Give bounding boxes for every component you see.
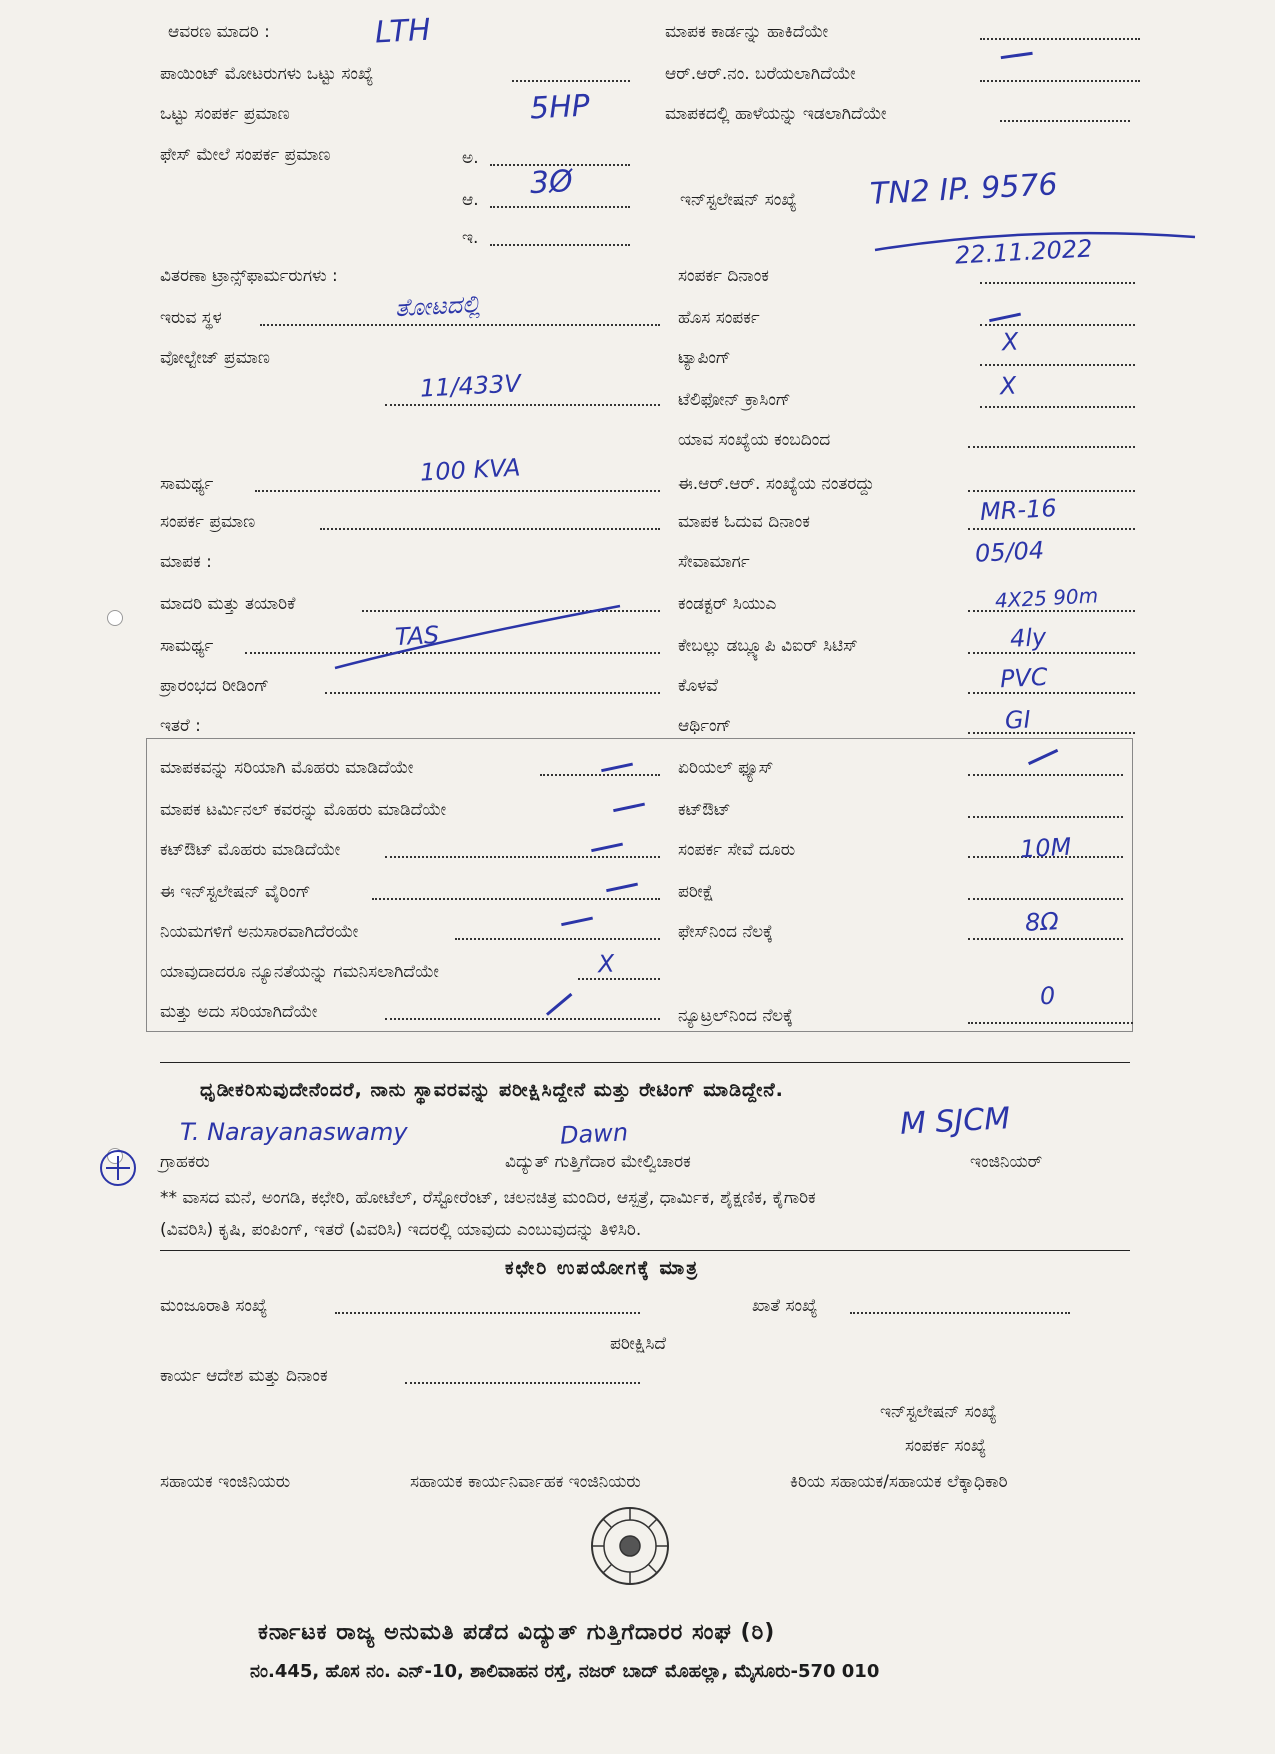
label-rectified: ಮತ್ತು ಅದು ಸರಿಯಾಗಿದೆಯೇ xyxy=(160,1002,318,1022)
label-work-order: ಕಾರ್ಯ ಆದೇಶ ಮತ್ತು ದಿನಾಂಕ xyxy=(160,1366,328,1386)
rule-office xyxy=(160,1250,1130,1251)
footer-address: ನಂ.445, ಹೊಸ ನಂ. ಎನ್-10, ಶಾಲಿವಾಹನ ರಸ್ತೆ, ನಜರ್ ಬಾದ್ ಮೊಹಲ್ಲಾ, ಮೈಸೂರು-570 010 xyxy=(250,1661,880,1682)
label-customer: ಗ್ರಾಹಕರು xyxy=(160,1152,210,1172)
label-phase-earth: ಫೇಸ್‌ನಿಂದ ನೆಲಕ್ಕೆ xyxy=(678,922,773,942)
label-capacity: ಸಾಮರ್ಥ್ಯ xyxy=(160,474,214,494)
tick-new-connection xyxy=(987,303,1021,322)
hw-tapping-mark: X xyxy=(1001,327,1020,357)
label-cutout: ಕಟ್‌ಔಟ್ xyxy=(678,800,731,820)
punch-hole-top xyxy=(107,610,123,626)
label-service-distance: ಸಂಪರ್ಕ ಸೇವೆ ದೂರು xyxy=(678,840,796,860)
label-voltage: ವೋಲ್ಟೇಜ್ ಪ್ರಮಾಣ xyxy=(160,348,270,368)
label-defects: ಯಾವುದಾದರೂ ನ್ಯೂನತೆಯನ್ನು ಗಮನಿಸಲಾಗಿದೆಯೇ xyxy=(160,962,439,982)
label-others: ಇತರೆ : xyxy=(160,716,201,736)
hw-cable: 4ly xyxy=(1009,623,1047,653)
hw-capacity: 100 KVA xyxy=(419,453,522,487)
hw-service-line: 05/04 xyxy=(974,536,1045,568)
label-neutral-earth: ನ್ಯೂಟ್ರಲ್‌ನಿಂದ ನೆಲಕ್ಕೆ xyxy=(678,1006,793,1026)
label-aerial-fuse: ಏರಿಯಲ್ ಫ್ಯೂಸ್ xyxy=(678,758,774,778)
label-terminal-sealed: ಮಾಪಕ ಟರ್ಮಿನಲ್ ಕವರನ್ನು ಮೊಹರು ಮಾಡಿದೆಯೇ xyxy=(160,800,447,820)
hw-engineer-signature: M SJCM xyxy=(899,1101,1011,1142)
hw-premises: LTH xyxy=(374,12,432,51)
label-make-model: ಮಾದರಿ ಮತ್ತು ತಯಾರಿಕೆ xyxy=(160,594,296,614)
label-phase-b: ಆ. xyxy=(462,190,479,210)
label-meter-capacity: ಸಾಮರ್ಥ್ಯ xyxy=(160,636,214,656)
label-connection-date: ಸಂಪರ್ಕ ದಿನಾಂಕ xyxy=(678,266,769,286)
label-engineer: ಇಂಜಿನಿಯರ್ xyxy=(970,1152,1043,1172)
label-office-connection-no: ಸಂಪರ್ಕ ಸಂಖ್ಯೆ xyxy=(905,1436,987,1456)
label-cutout-sealed: ಕಟ್‌ಔಟ್ ಮೊಹರು ಮಾಡಿದೆಯೇ xyxy=(160,840,341,860)
hw-earthing: GI xyxy=(1004,705,1032,735)
footer-org-name: ಕರ್ನಾಟಕ ರಾಜ್ಯ ಅನುಮತಿ ಪಡೆದ ವಿದ್ಯುತ್ ಗುತ್ತಿಗೆದಾರರ ಸಂಘ (ರಿ) xyxy=(258,1620,776,1645)
hw-total-load: 5HP xyxy=(529,88,591,127)
circle-mark-icon xyxy=(96,1146,140,1190)
label-total-load: ಒಟ್ಟು ಸಂಪರ್ಕ ಪ್ರಮಾಣ xyxy=(160,104,290,124)
hw-phase-b: 3Ø xyxy=(529,163,574,202)
label-after-err: ಈ.ಆರ್.ಆರ್. ಸಂಖ್ಯೆಯ ನಂತರದ್ದು xyxy=(678,474,875,494)
label-service-line: ಸೇವಾಮಾರ್ಗ xyxy=(678,552,750,572)
label-ae: ಸಹಾಯಕ ಇಂಜಿನಿಯರು xyxy=(160,1472,291,1492)
label-cable: ಕೇಬಲ್ಲು ಡಬ್ಲ್ಯೂಪಿ ವಿಐರ್ ಸಿಟಿಸ್ xyxy=(678,636,858,656)
label-checked: ಪರೀಕ್ಷಿಸಿದೆ xyxy=(610,1334,667,1354)
hw-customer-signature: T. Narayanaswamy xyxy=(180,1118,408,1146)
hw-pipe: PVC xyxy=(999,662,1049,694)
label-premises-type: ಆವರಣ ಮಾದರಿ : xyxy=(168,22,270,42)
hw-location: ತೋಟದಲ್ಲಿ xyxy=(394,289,481,323)
label-point-motors: ಪಾಯಿಂಟ್ ಮೋಟರುಗಳು ಒಟ್ಟು ಸಂಖ್ಯೆ xyxy=(160,64,374,84)
label-as-per-rules: ನಿಯಮಗಳಿಗೆ ಅನುಸಾರವಾಗಿದೆರಯೇ xyxy=(160,922,359,942)
label-aee: ಸಹಾಯಕ ಕಾರ್ಯನಿರ್ವಾಹಕ ಇಂಜಿನಿಯರು xyxy=(410,1472,641,1492)
label-connection-load: ಸಂಪರ್ಕ ಪ್ರಮಾಣ xyxy=(160,512,256,532)
label-phase-load: ಫೇಸ್ ಮೇಲೆ ಸಂಪರ್ಕ ಪ್ರಮಾಣ xyxy=(160,145,331,165)
hw-telephone-mark: X xyxy=(999,371,1018,401)
hw-meter-stroke xyxy=(330,598,630,678)
label-tapping: ಟ್ಯಾಪಿಂಗ್ xyxy=(678,348,731,368)
note-line-1: ** ವಾಸದ ಮನೆ, ಅಂಗಡಿ, ಕಛೇರಿ, ಹೋಟೆಲ್, ರೆಸ್ಟೋರೆಂಟ್, ಚಲನಚಿತ್ರ ಮಂದಿರ, ಆಸ್ಪತ್ರೆ, ಧಾರ್ಮಿಕ, ಶೈಕ್ಷಣಿಕ, ಕೈಗಾರಿಕ xyxy=(160,1188,816,1208)
hw-phase-earth: 8Ω xyxy=(1024,907,1060,937)
label-installation-no: ಇನ್‌ಸ್ಟಲೇಷನ್ ಸಂಖ್ಯೆ xyxy=(680,190,797,210)
label-test: ಪರೀಕ್ಷೆ xyxy=(678,882,714,902)
hw-installation-no: TN2 IP. 9576 xyxy=(869,167,1059,212)
tick-meter-card xyxy=(999,42,1032,59)
label-meter-card: ಮಾಪಕ ಕಾರ್ಡನ್ನು ಹಾಕಿದೆಯೇ xyxy=(665,22,829,42)
hw-service-distance: 10M xyxy=(1019,832,1072,864)
note-line-2: (ವಿವರಿಸಿ) ಕೃಷಿ, ಪಂಪಿಂಗ್, ಇತರೆ (ವಿವರಿಸಿ) ಇದರಲ್ಲಿ ಯಾವುದು ಎಂಬುವುದನ್ನು ತಿಳಿಸಿರಿ. xyxy=(160,1220,642,1240)
hw-contractor-signature: Dawn xyxy=(559,1118,629,1150)
label-meter-sealed: ಮಾಪಕವನ್ನು ಸರಿಯಾಗಿ ಮೊಹರು ಮಾಡಿದೆಯೇ xyxy=(160,758,414,778)
label-phase-c: ಇ. xyxy=(462,228,479,248)
label-rr-number: ಆರ್.ಆರ್.ನಂ. ಬರೆಯಲಾಗಿದೆಯೇ xyxy=(665,64,856,84)
label-meter: ಮಾಪಕ : xyxy=(160,552,212,572)
association-logo xyxy=(575,1502,685,1592)
label-pipe: ಕೊಳವೆ xyxy=(678,676,719,696)
label-meter-sheet: ಮಾಪಕದಲ್ಲಿ ಹಾಳೆಯನ್ನು ಇಡಲಾಗಿದೆಯೇ xyxy=(665,104,887,124)
label-sanction-no: ಮಂಜೂರಾತಿ ಸಂಖ್ಯೆ xyxy=(160,1296,268,1316)
label-conductor: ಕಂಡಕ್ಟರ್ ಸಿಯುಎ xyxy=(678,594,777,614)
hw-defect-mark: X xyxy=(597,949,616,979)
label-meter-reading-date: ಮಾಪಕ ಓದುವ ದಿನಾಂಕ xyxy=(678,512,810,532)
office-title: ಕಛೇರಿ ಉಪಯೋಗಕ್ಕೆ ಮಾತ್ರ xyxy=(505,1257,700,1279)
label-aao: ಕಿರಿಯ ಸಹಾಯಕ/ಸಹಾಯಕ ಲೆಕ್ಕಾಧಿಕಾರಿ xyxy=(790,1472,1008,1492)
hw-voltage: 11/433V xyxy=(419,369,522,403)
label-initial-reading: ಪ್ರಾರಂಭದ ರೀಡಿಂಗ್ xyxy=(160,676,269,696)
label-phase-a: ಅ. xyxy=(462,148,479,168)
label-new-connection: ಹೊಸ ಸಂಪರ್ಕ xyxy=(678,308,760,328)
hw-connection-date: 22.11.2022 xyxy=(954,234,1094,270)
label-telephone-crossing: ಟೆಲಿಫೋನ್ ಕ್ರಾಸಿಂಗ್ xyxy=(678,390,791,410)
label-contractor: ವಿದ್ಯುತ್ ಗುತ್ತಿಗೆದಾರ ಮೇಲ್ವಿಚಾರಕ xyxy=(505,1152,691,1172)
hw-conductor: 4X25 90m xyxy=(994,583,1099,613)
label-account-no: ಖಾತೆ ಸಂಖ್ಯೆ xyxy=(752,1296,818,1316)
hw-meter-make: TAS xyxy=(394,620,440,652)
hw-meter-reading-date: MR-16 xyxy=(979,494,1058,526)
label-pole-number: ಯಾವ ಸಂಖ್ಯೆಯ ಕಂಬದಿಂದ xyxy=(678,430,831,450)
label-location: ಇರುವ ಸ್ಥಳ xyxy=(160,308,222,328)
declaration-text: ಧೃಡೀಕರಿಸುವುದೇನೆಂದರೆ, ನಾನು ಸ್ಥಾವರವನ್ನು ಪರೀಕ್ಷಿಸಿದ್ದೇನೆ ಮತ್ತು ರೇಟಿಂಗ್ ಮಾಡಿದ್ದೇನೆ. xyxy=(200,1079,784,1101)
label-earthing: ಆರ್ಥಿಂಗ್ xyxy=(678,716,732,736)
label-wiring: ಈ ಇನ್‌ಸ್ಟಲೇಷನ್ ವೈರಿಂಗ್ xyxy=(160,882,311,902)
label-transformers: ವಿತರಣಾ ಟ್ರಾನ್ಸ್‌ಫಾರ್ಮರುಗಳು : xyxy=(160,266,338,286)
hw-neutral-earth: 0 xyxy=(1039,981,1057,1011)
rule-declaration xyxy=(160,1062,1130,1063)
label-office-installation-no: ಇನ್‌ಸ್ಟಲೇಷನ್ ಸಂಖ್ಯೆ xyxy=(880,1402,997,1422)
